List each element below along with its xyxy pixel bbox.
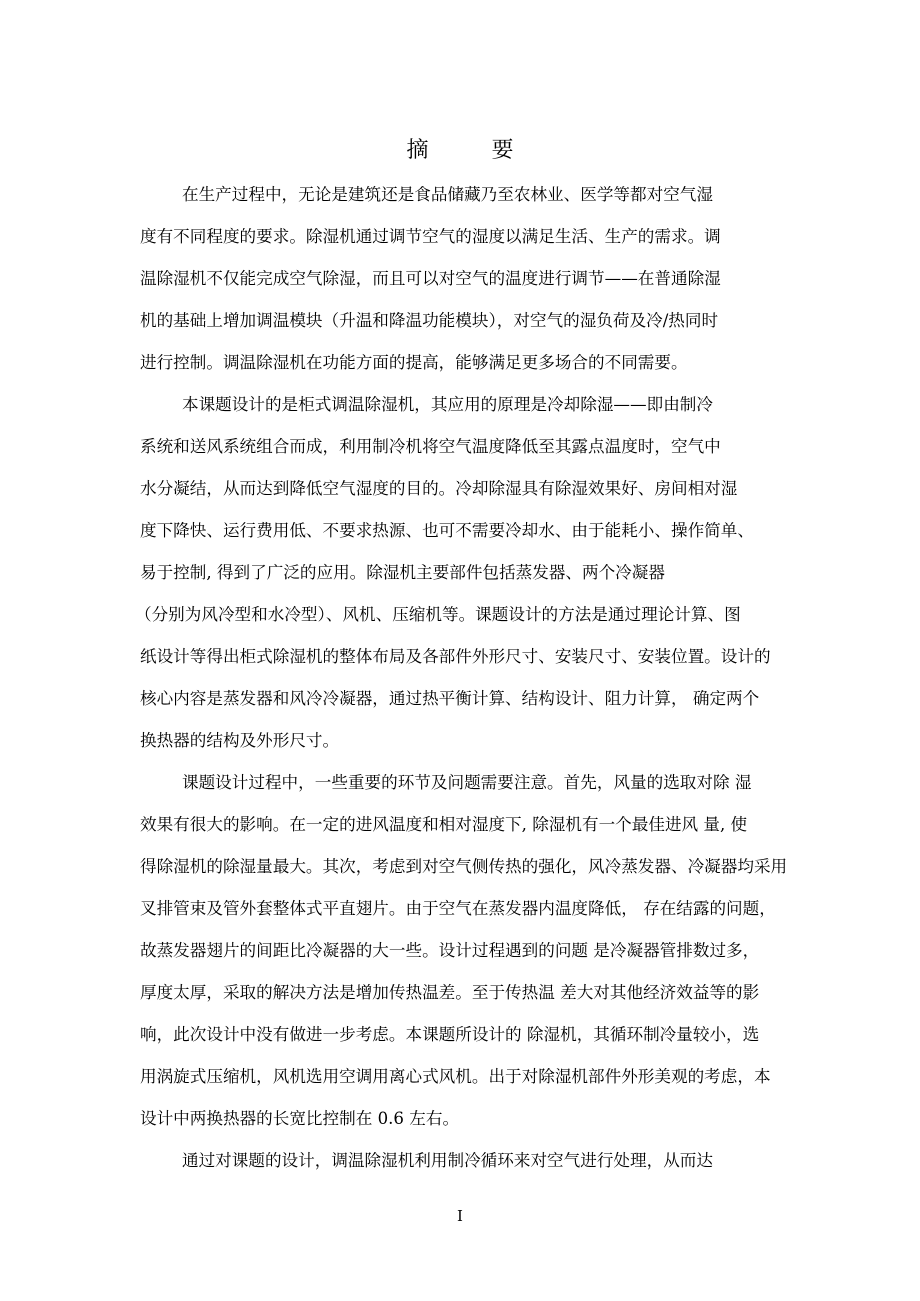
- text-line: 本课题设计的是柜式调温除湿机，其应用的原理是冷却除湿——即由制冷: [182, 395, 713, 414]
- text-line: 核心内容是蒸发器和风冷冷凝器，通过热平衡计算、结构设计、阻力计算， 确定两个: [140, 689, 760, 708]
- text-line: 效果有很大的影响。在一定的进风温度和相对湿度下, 除湿机有一个最佳进风 量, 使: [140, 815, 748, 834]
- text-line: 厚度太厚，采取的解决方法是增加传热温差。至于传热温 差大对其他经济效益等的影: [140, 983, 760, 1002]
- text-line: 通过对课题的设计，调温除湿机利用制冷循环来对空气进行处理，从而达: [182, 1151, 713, 1170]
- text-line: 在生产过程中，无论是建筑还是食品储藏乃至农林业、医学等都对空气湿: [182, 185, 713, 204]
- text-line: 得除湿机的除湿量最大。其次，考虑到对空气侧传热的强化，风冷蒸发器、冷凝器均采用: [140, 857, 788, 876]
- text-line: 纸设计等得出柜式除湿机的整体布局及各部件外形尺寸、安装尺寸、安装位置。设计的: [140, 647, 771, 666]
- text-line: （分别为风冷型和水冷型）、风机、压缩机等。课题设计的方法是通过理论计算、图: [135, 605, 741, 624]
- text-line: 系统和送风系统组合而成，利用制冷机将空气温度降低至其露点温度时，空气中: [140, 437, 721, 456]
- text-line: 故蒸发器翅片的间距比冷凝器的大一些。设计过程遇到的问题 是冷凝器管排数过多，: [140, 941, 760, 960]
- text-line: 课题设计过程中，一些重要的环节及问题需要注意。首先，风量的选取对除 湿: [182, 773, 752, 792]
- text-line: 机的基础上增加调温模块（升温和降温功能模块），对空气的湿负荷及冷/热同时: [140, 311, 719, 330]
- text-line: 叉排管束及管外套整体式平直翅片。由于空气在蒸发器内温度降低， 存在结露的问题，: [140, 899, 776, 918]
- text-line: 水分凝结，从而达到降低空气湿度的目的。冷却除湿具有除湿效果好、房间相对湿: [140, 479, 738, 498]
- text-line: 易于控制, 得到了广泛的应用。除湿机主要部件包括蒸发器、两个冷凝器: [140, 563, 665, 582]
- text-line: 响，此次设计中没有做进一步考虑。本课题所设计的 除湿机，其循环制冷量较小，选: [140, 1025, 760, 1044]
- text-line: 进行控制。调温除湿机在功能方面的提高，能够满足更多场合的不同需要。: [140, 353, 688, 372]
- text-line: 换热器的结构及外形尺寸。: [140, 731, 340, 750]
- text-line: 度下降快、运行费用低、不要求热源、也可不需要冷却水、由于能耗小、操作简单、: [140, 521, 754, 540]
- text-line: 用涡旋式压缩机，风机选用空调用离心式风机。出于对除湿机部件外形美观的考虑，本: [140, 1067, 771, 1086]
- text-line: 温除湿机不仅能完成空气除湿，而且可以对空气的温度进行调节——在普通除湿: [140, 269, 721, 288]
- page-title: 摘 要: [406, 138, 542, 163]
- text-line: 度有不同程度的要求。除湿机通过调节空气的湿度以满足生活、生产的需求。调: [140, 227, 721, 246]
- text-line: 设计中两换热器的长宽比控制在 0.6 左右。: [140, 1109, 460, 1128]
- page-number: I: [457, 1207, 463, 1225]
